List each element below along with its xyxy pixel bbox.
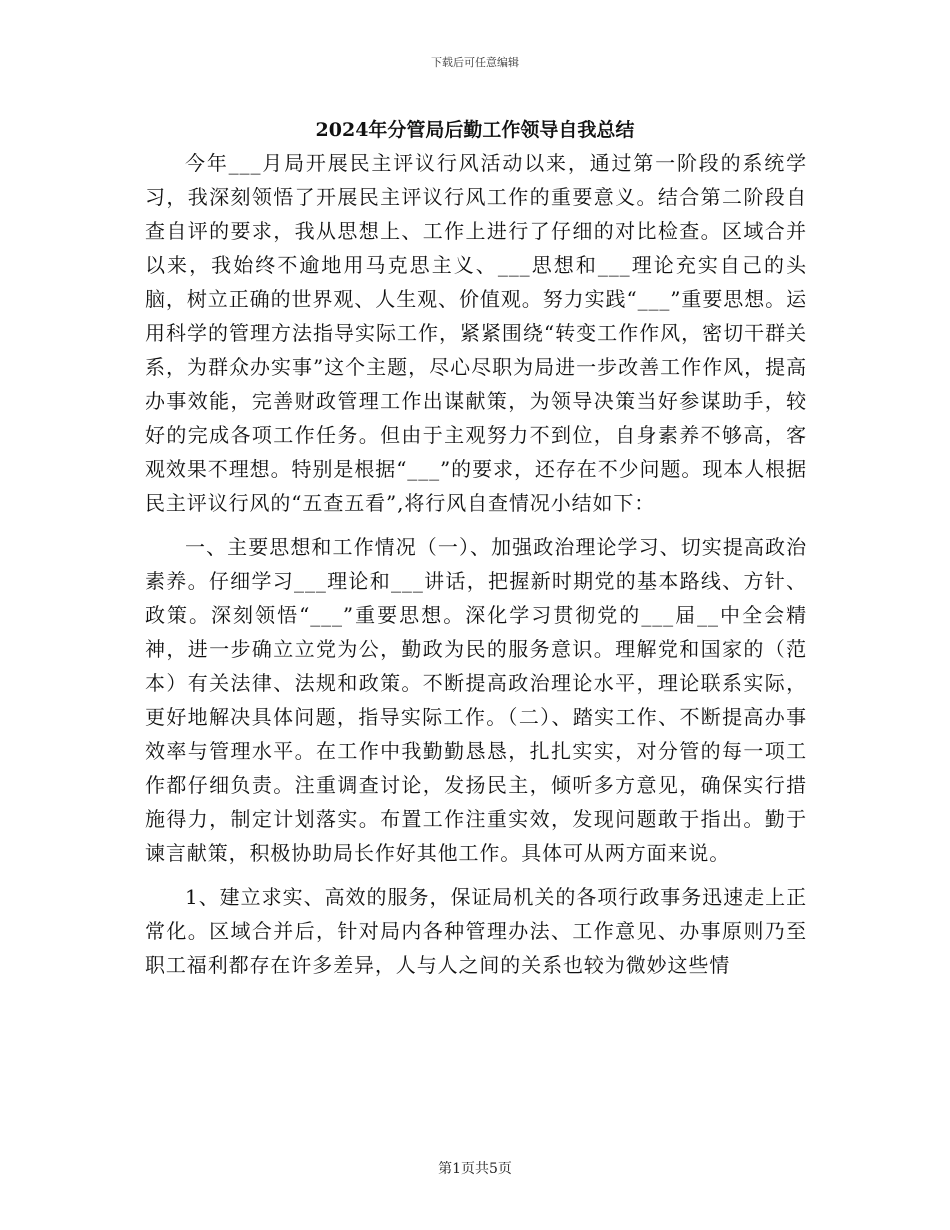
body-paragraph-2: 一、主要思想和工作情况（一）、加强政治理论学习、切实提高政治素养。仔细学习___理论和___讲话，把握新时期党的基本路线、方针、政策。深刻领悟“___”重要思想。深化学习贯彻党的___届__中全会精神，进一步确立立党为公，勤政为民的服务意识。理解党和国家的（范本）有关法律、法规和政策。不断提高政治理论水平，理论联系实际，更好地解决具体问题，指导实际工作。（二）、踏实工作、不断提高办事效率与管理水平。在工作中我勤勤恳恳，扎扎实实，对分管的每一项工作都仔细负责。注重调查讨论，发扬民主，倾听多方意见，确保实行措施得力，制定计划落实。布置工作注重实效，发现问题敢于指出。勤于谏言献策，积极协助局长作好其他工作。具体可从两方面来说。 (145, 535, 807, 865)
page-number-footer: 第1页共5页 (438, 1161, 512, 1177)
body-paragraph-3: 1、建立求实、高效的服务，保证局机关的各项行政事务迅速走上正常化。区域合并后，针对局内各种管理办法、工作意见、办事原则乃至职工福利都存在许多差异，人与人之间的关系也较为微妙这些情 (145, 885, 807, 977)
header-note: 下载后可任意编辑 (431, 56, 519, 69)
body-paragraph-1: 今年___月局开展民主评议行风活动以来，通过第一阶段的系统学习，我深刻领悟了开展民主评议行风工作的重要意义。结合第二阶段自查自评的要求，我从思想上、工作上进行了仔细的对比检查。区域合并以来，我始终不逾地用马克思主义、___思想和___理论充实自己的头脑，树立正确的世界观、人生观、价值观。努力实践“___”重要思想。运用科学的管理方法指导实际工作，紧紧围绕“转变工作作风，密切干群关系，为群众办实事”这个主题，尽心尽职为局进一步改善工作作风，提高办事效能，完善财政管理工作出谋献策，为领导决策当好参谋助手，较好的完成各项工作任务。但由于主观努力不到位，自身素养不够高，客观效果不理想。特别是根据“___”的要求，还存在不少问题。现本人根据民主评议行风的“五查五看”,将行风自查情况小结如下： (145, 151, 807, 515)
document-title: 2024年分管局后勤工作领导自我总结 (315, 119, 635, 141)
document-body (145, 146, 807, 982)
